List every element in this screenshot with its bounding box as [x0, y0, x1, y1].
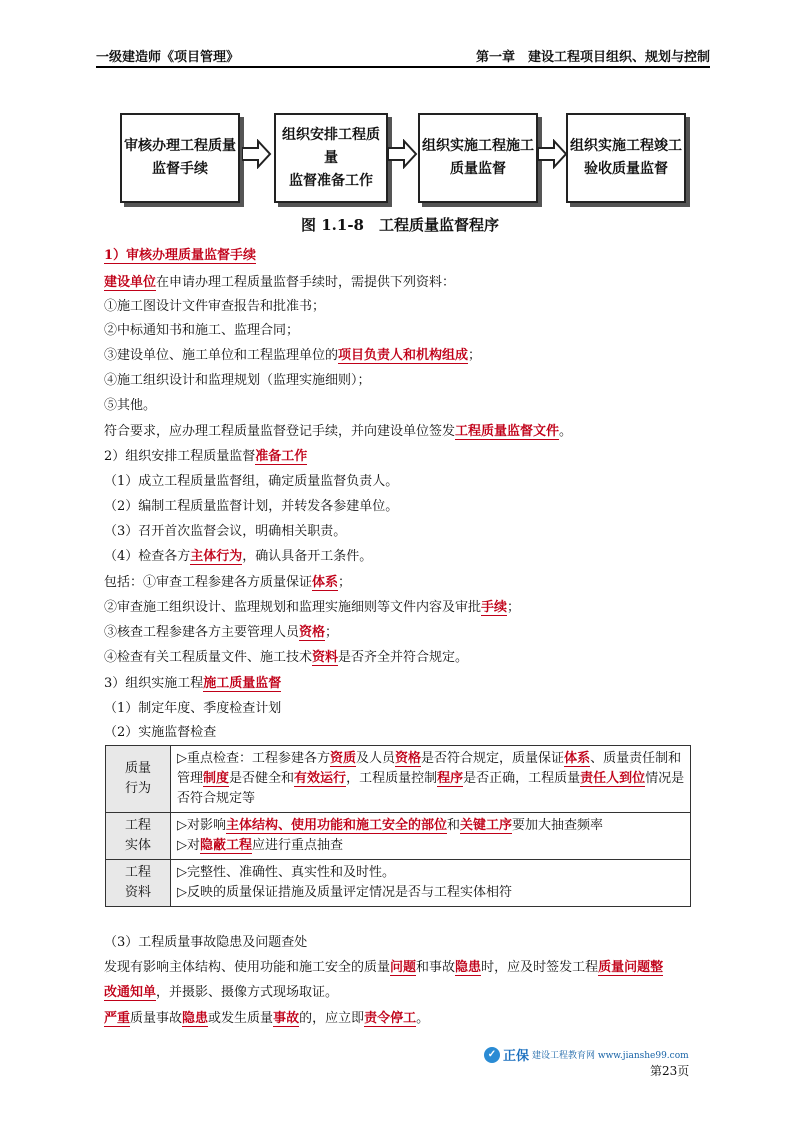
section3-item-1: （1）制定年度、季度检查计划: [104, 701, 282, 716]
row-content-project-entity: ▷对影响主体结构、使用功能和施工安全的部位和关键工序要加大抽查频率 ▷对隐蔽工程应进行重点抽查: [171, 813, 691, 860]
section2-item-1: （1）成立工程质量监督组，确定质量监督负责人。: [104, 474, 399, 489]
figure-caption: 图 1.1-8 工程质量监督程序: [301, 216, 499, 234]
row-label-project-entity: 工程 实体: [106, 813, 171, 860]
footer-logo: ✓ 正保 建设工程教育网 www.jianshe99.com: [484, 1045, 689, 1064]
section1-item-2: ②中标通知书和施工、监理合同；: [104, 323, 300, 338]
section2-include-a: 包括：①审查工程参建各方质量保证体系；: [104, 575, 352, 590]
section1-item-4: ④施工组织设计和监理规划（监理实施细则）；: [104, 373, 371, 388]
section1-item-3: ③建设单位、施工单位和工程监理单位的项目负责人和机构组成；: [104, 348, 482, 363]
section3-paragraph-1a: 发现有影响主体结构、使用功能和施工安全的质量问题和事故隐患时，应及时签发工程质量问题整: [104, 960, 664, 975]
section2-include-d: ④检查有关工程质量文件、施工技术资料是否齐全并符合规定。: [104, 650, 469, 665]
section3-paragraph-1b: 改通知单，并摄影、摄像方式现场取证。: [104, 985, 339, 1000]
section1-intro: 建设单位在申请办理工程质量监督手续时，需提供下列资料：: [104, 275, 456, 290]
table-row: [106, 746, 691, 813]
section2-item-4: （4）检查各方主体行为，确认具备开工条件。: [104, 549, 373, 564]
flow-arrow-icon: [538, 139, 568, 169]
flow-arrow-icon: [242, 139, 272, 169]
row-content-quality-behavior: ▷重点检查：工程参建各方资质及人员资格是否符合规定，质量保证体系、质量责任制和管理制度是否健全和有效运行，工程质量控制程序是否正确，工程质量责任人到位情况是否符合规定等: [171, 746, 691, 813]
flow-box-4: 组织实施工程竣工 验收质量监督: [566, 113, 686, 203]
logo-icon: ✓: [484, 1047, 500, 1063]
section1-title: 1）审核办理质量监督手续: [104, 248, 257, 263]
flow-arrow-icon: [388, 139, 418, 169]
row-label-quality-behavior: 质量 行为: [106, 746, 171, 813]
row-content-project-documents: ▷完整性、准确性、真实性和及时性。 ▷反映的质量保证措施及质量评定情况是否与工程实体相符: [171, 860, 691, 907]
section2-item-3: （3）召开首次监督会议，明确相关职责。: [104, 524, 347, 539]
header-book-title: 一级建造师《项目管理》: [96, 50, 240, 65]
section3-title: 3）组织实施工程施工质量监督: [104, 676, 282, 691]
section2-include-c: ③核查工程参建各方主要管理人员资格；: [104, 625, 339, 640]
header-chapter-title: 第一章 建设工程项目组织、规划与控制: [475, 50, 710, 65]
inspection-table: [105, 745, 691, 907]
flow-box-1: 审核办理工程质量 监督手续: [120, 113, 240, 203]
section1-conclusion: 符合要求，应办理工程质量监督登记手续，并向建设单位签发工程质量监督文件。: [104, 424, 573, 439]
table-row: [106, 860, 691, 907]
row-label-project-documents: 工程 资料: [106, 860, 171, 907]
page-number: 第23页: [650, 1064, 690, 1078]
section2-title: 2）组织安排工程质量监督准备工作: [104, 449, 308, 464]
section3-item-3: （3）工程质量事故隐患及问题查处: [104, 935, 308, 950]
section2-include-b: ②审查施工组织设计、监理规划和监理实施细则等文件内容及审批手续；: [104, 600, 521, 615]
flow-box-3: 组织实施工程施工 质量监督: [418, 113, 538, 203]
section3-paragraph-2: 严重质量事故隐患或发生质量事故的，应立即责令停工。: [104, 1011, 430, 1026]
page-header: [96, 44, 710, 68]
section1-item-1: ①施工图设计文件审查报告和批准书；: [104, 299, 326, 314]
section3-item-2: （2）实施监督检查: [104, 725, 217, 740]
section2-item-2: （2）编制工程质量监督计划，并转发各参建单位。: [104, 499, 399, 514]
section1-item-5: ⑤其他。: [104, 398, 157, 413]
table-row: [106, 813, 691, 860]
flow-box-2: 组织安排工程质量 监督准备工作: [274, 113, 388, 203]
